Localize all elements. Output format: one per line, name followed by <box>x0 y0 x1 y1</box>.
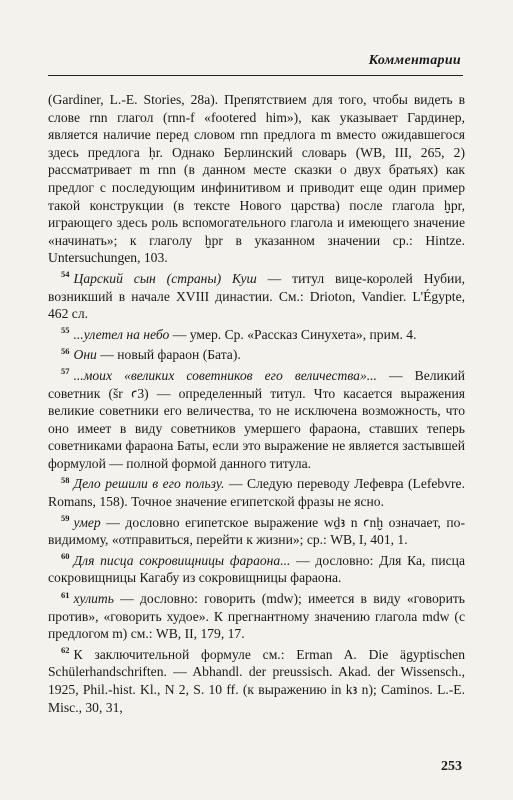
running-head: Комментарии <box>368 53 461 68</box>
note-number: 58 <box>61 474 70 485</box>
note-lemma: умер <box>73 514 101 530</box>
note-lemma: ...улетел на небо <box>73 326 170 342</box>
note-54 <box>48 270 465 323</box>
note-number: 56 <box>61 345 70 356</box>
note-lemma: Дело решили в его пользу. <box>73 476 225 492</box>
commentary-body <box>48 91 465 716</box>
note-lemma: Для писца сокровищницы фараона... <box>73 552 291 568</box>
note-lemma: ...моих «великих советников его величества»... <box>73 367 377 383</box>
note-lemma: Они <box>73 347 97 363</box>
note-text: — дословно: Для Ка, писца сокровищницы Кагабу из сокровищницы фараона. <box>48 552 465 586</box>
note-number: 57 <box>61 366 70 377</box>
page-number: 253 <box>441 759 462 774</box>
header-rule <box>48 75 463 76</box>
note-58 <box>48 475 465 510</box>
note-text: — Следую переводу Лефевра (Lefebvre. Romans, 158). Точное значение египетской фразы не ясно. <box>48 476 465 510</box>
note-text: — Великий советник (šr ꜥ3) — определенный титул. Что касается выражения великие советники его величества, то не исключена возможность, что оно имеет в виду советников умершего фараона, ставших теперь советниками фараона Баты, если это выражение не является застывшей формулой — полной формой данного титула. <box>48 367 465 471</box>
note-number: 59 <box>61 513 70 524</box>
note-text: — дословно: говорить (mdw); имеется в виду «говорить против», «говорить худое». К прегнантному значению глагола mdw (с предлогом m) см.: WB, II, 179, 17. <box>48 591 465 642</box>
note-60 <box>48 552 465 587</box>
note-text: — дословно египетское выражение wḏꜣ n ꜥnḫ означает, по-видимому, «отправиться, перейти к жизни»; ср.: WB, I, 401, 1. <box>48 514 465 548</box>
note-text: К заключительной формуле см.: Erman A. Die ägyptischen Schülerhandschriften. — Abhandl. der preussisch. Akad. der Wissensch., 1925, Phil.-hist. Kl., N 2, S. 10 ff. (к выражению in kꜣ n); Caminos. L.-E. Misc., 30, 31, <box>48 646 465 715</box>
note-lemma: хулить <box>73 591 114 607</box>
note-57 <box>48 367 465 473</box>
note-55 <box>48 326 465 344</box>
notes-list <box>48 270 465 716</box>
note-number: 55 <box>61 325 70 336</box>
note-number: 62 <box>61 645 70 656</box>
continued-paragraph: (Gardiner, L.-E. Stories, 28a). Препятствием для того, чтобы видеть в слове rnn глагол (rnn-f «footered him»), как указывает Гардинер, является наличие перед словом rnn предлога m вместо ожидавшегося здесь предлога ḥr. Однако Берлинский словарь (WB, III, 265, 2) рассматривает m rnn (в данном месте сказки о двух братьях) как предлог с последующим инфинитивом и приводит еще один пример такой конструкции (в тексте Нового царства) после глагола ḫpr, играющего здесь роль вспомогательного глагола и имеющего значение «начинать»; к глаголу ḫpr в указанном значении ср.: Hintze. Untersuchungen, 103. <box>48 92 465 266</box>
note-lemma: Царский сын (страны) Куш <box>73 270 257 286</box>
note-number: 61 <box>61 589 70 600</box>
note-61 <box>48 590 465 643</box>
note-56 <box>48 346 465 364</box>
note-text: — новый фараон (Бата). <box>96 347 241 363</box>
note-text: — умер. Ср. «Рассказ Синухета», прим. 4. <box>169 326 417 342</box>
note-text: — титул вице-королей Нубии, возникший в начале XVIII династии. См.: Drioton, Vandier. L'Égypte, 462 сл. <box>48 270 465 322</box>
note-59 <box>48 514 465 549</box>
note-number: 54 <box>61 269 70 280</box>
note-62 <box>48 646 465 716</box>
note-number: 60 <box>61 551 70 562</box>
